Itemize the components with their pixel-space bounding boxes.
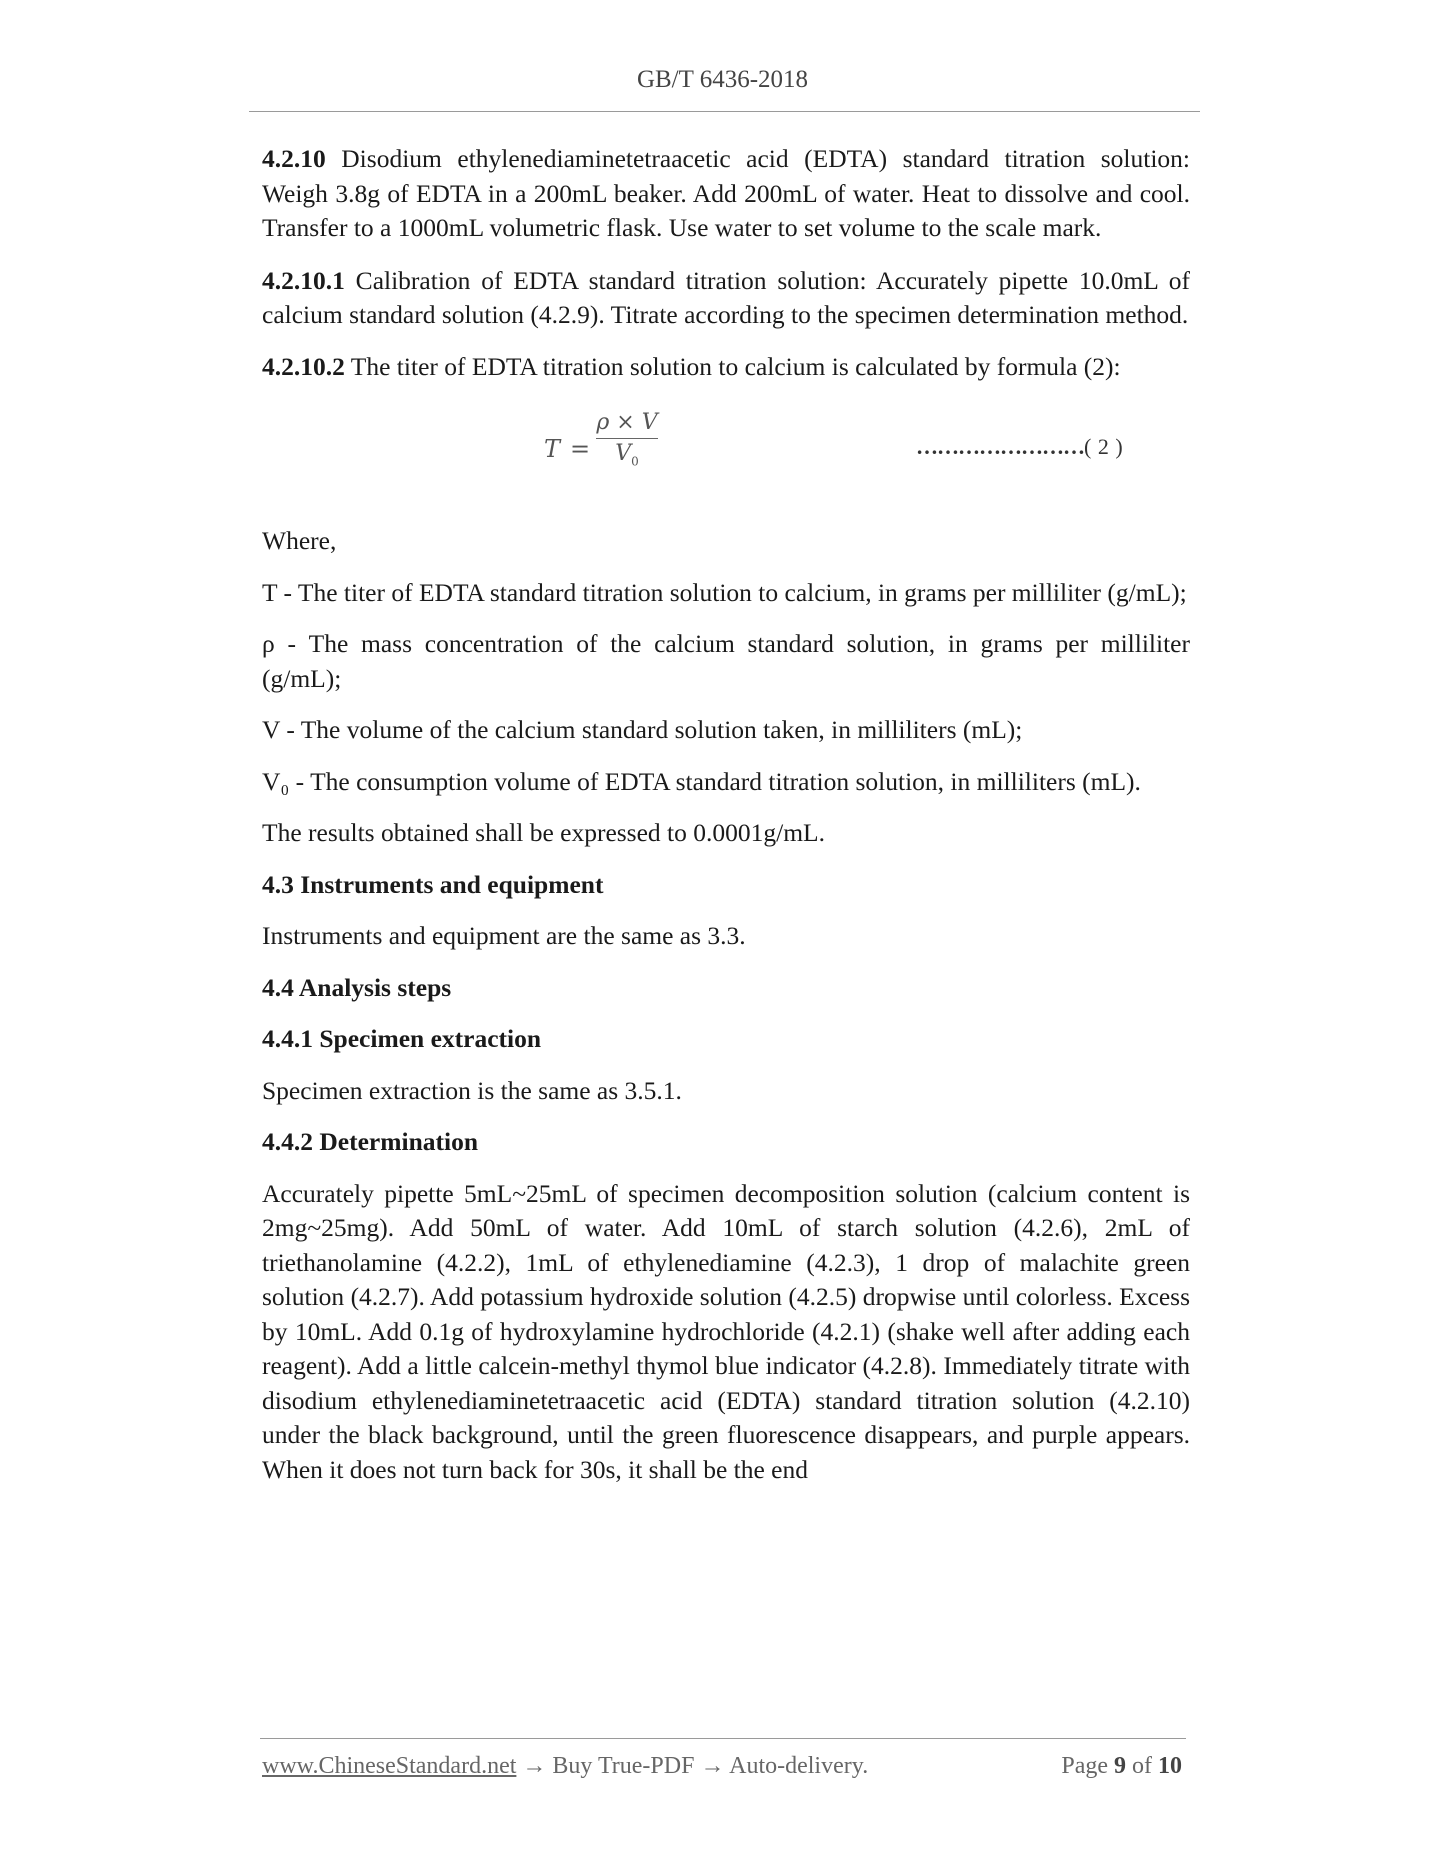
leader-dots: …………………… (916, 434, 1084, 459)
page-total: 10 (1158, 1753, 1182, 1779)
denominator-subscript: 0 (631, 454, 639, 469)
formula-fraction (596, 410, 658, 474)
page-counter (1061, 1753, 1182, 1780)
section-4-2-10-1 (262, 264, 1190, 333)
where-label: Where, (262, 526, 337, 555)
page-number: 9 (1114, 1753, 1126, 1779)
definition-rho: ρ - The mass concentration of the calcium standard solution, in grams per milliliter (g/mL); (262, 629, 1190, 693)
section-4-4-2-text: Accurately pipette 5mL~25mL of specimen decomposition solution (calcium content is 2mg~25mg). Add 50mL of water. Add 10mL of starch solution (4.2.6), 2mL of triethanolamine (4.2.2), 1mL of ethylenediamine (4.2.3), 1 drop of malachite green solution (4.2.7). Add potassium hydroxide solution (4.2.5) dropwise until colorless. Excess by 10mL. Add 0.1g of hydroxylamine hydrochloride (4.2.1) (shake well after adding each reagent). Add a little calcein-methyl thymol blue indicator (4.2.8). Immediately titrate with disodium ethylenediaminetetraacetic acid (EDTA) standard titration solution (4.2.10) under the black background, until the green fluorescence disappears, and purple appears. When it does not turn back for 30s, it shall be the end (262, 1178, 1190, 1484)
fraction-bar (596, 438, 658, 439)
formula-equals: = (570, 435, 591, 463)
footer-divider (260, 1738, 1186, 1739)
section-number: 4.2.10.1 (262, 265, 345, 295)
page-header-title: GB/T 6436-2018 (636, 66, 809, 93)
definition-t: T - The titer of EDTA standard titration solution to calcium, in grams per milliliter (g/mL); (262, 577, 1187, 607)
section-number: 4.2.10 (262, 144, 326, 173)
definition-v0: V₀ - The consumption volume of EDTA standard titration solution, in milliliters (mL). (262, 766, 1141, 796)
formula-denominator (596, 441, 658, 474)
section-text: Calibration of EDTA standard titration solution: Accurately pipette 10.0mL of calcium standard solution (4.2.9). Titrate according to the specimen determination method. (262, 265, 1190, 329)
page-footer (262, 1753, 1182, 1780)
formula-2 (262, 384, 1190, 512)
of-label: of (1132, 1753, 1152, 1779)
heading-4-3: 4.3 Instruments and equipment (262, 869, 604, 899)
footer-tagline: → Buy True-PDF → Auto-delivery. (516, 1753, 869, 1779)
page-label: Page (1061, 1753, 1108, 1779)
website-link[interactable]: www.ChineseStandard.net (262, 1753, 517, 1779)
section-4-2-10 (262, 142, 1190, 246)
heading-4-4-2: 4.4.2 Determination (262, 1127, 479, 1156)
section-text: The titer of EDTA titration solution to calcium is calculated by formula (2): (344, 351, 1121, 381)
equation-label: ( 2 ) (1084, 434, 1124, 459)
definition-v: V - The volume of the calcium standard solution taken, in milliliters (mL); (262, 715, 1023, 744)
formula-numerator: ρ × V (596, 410, 658, 435)
section-number: 4.2.10.2 (262, 351, 345, 381)
section-4-3-text: Instruments and equipment are the same as 3.3. (262, 921, 746, 950)
section-4-4-1-text: Specimen extraction is the same as 3.5.1. (262, 1075, 682, 1105)
section-text: Disodium ethylenediaminetetraacetic acid (EDTA) standard titration solution: Weigh 3.8g of EDTA in a 200mL beaker. Add 200mL of water. Heat to dissolve and cool. Transfer to a 1000mL volumetric flask. Use water to set volume to the scale mark. (262, 144, 1190, 242)
formula-lhs: T (544, 435, 561, 463)
heading-4-4: 4.4 Analysis steps (262, 972, 452, 1002)
equation-number (916, 430, 1123, 465)
heading-4-4-1: 4.4.1 Specimen extraction (262, 1024, 542, 1053)
results-note: The results obtained shall be expressed to 0.0001g/mL. (262, 818, 826, 847)
header-divider (249, 111, 1200, 112)
denominator-symbol: V (615, 441, 632, 466)
document-body (262, 142, 1190, 1487)
section-4-2-10-2 (262, 350, 1190, 385)
